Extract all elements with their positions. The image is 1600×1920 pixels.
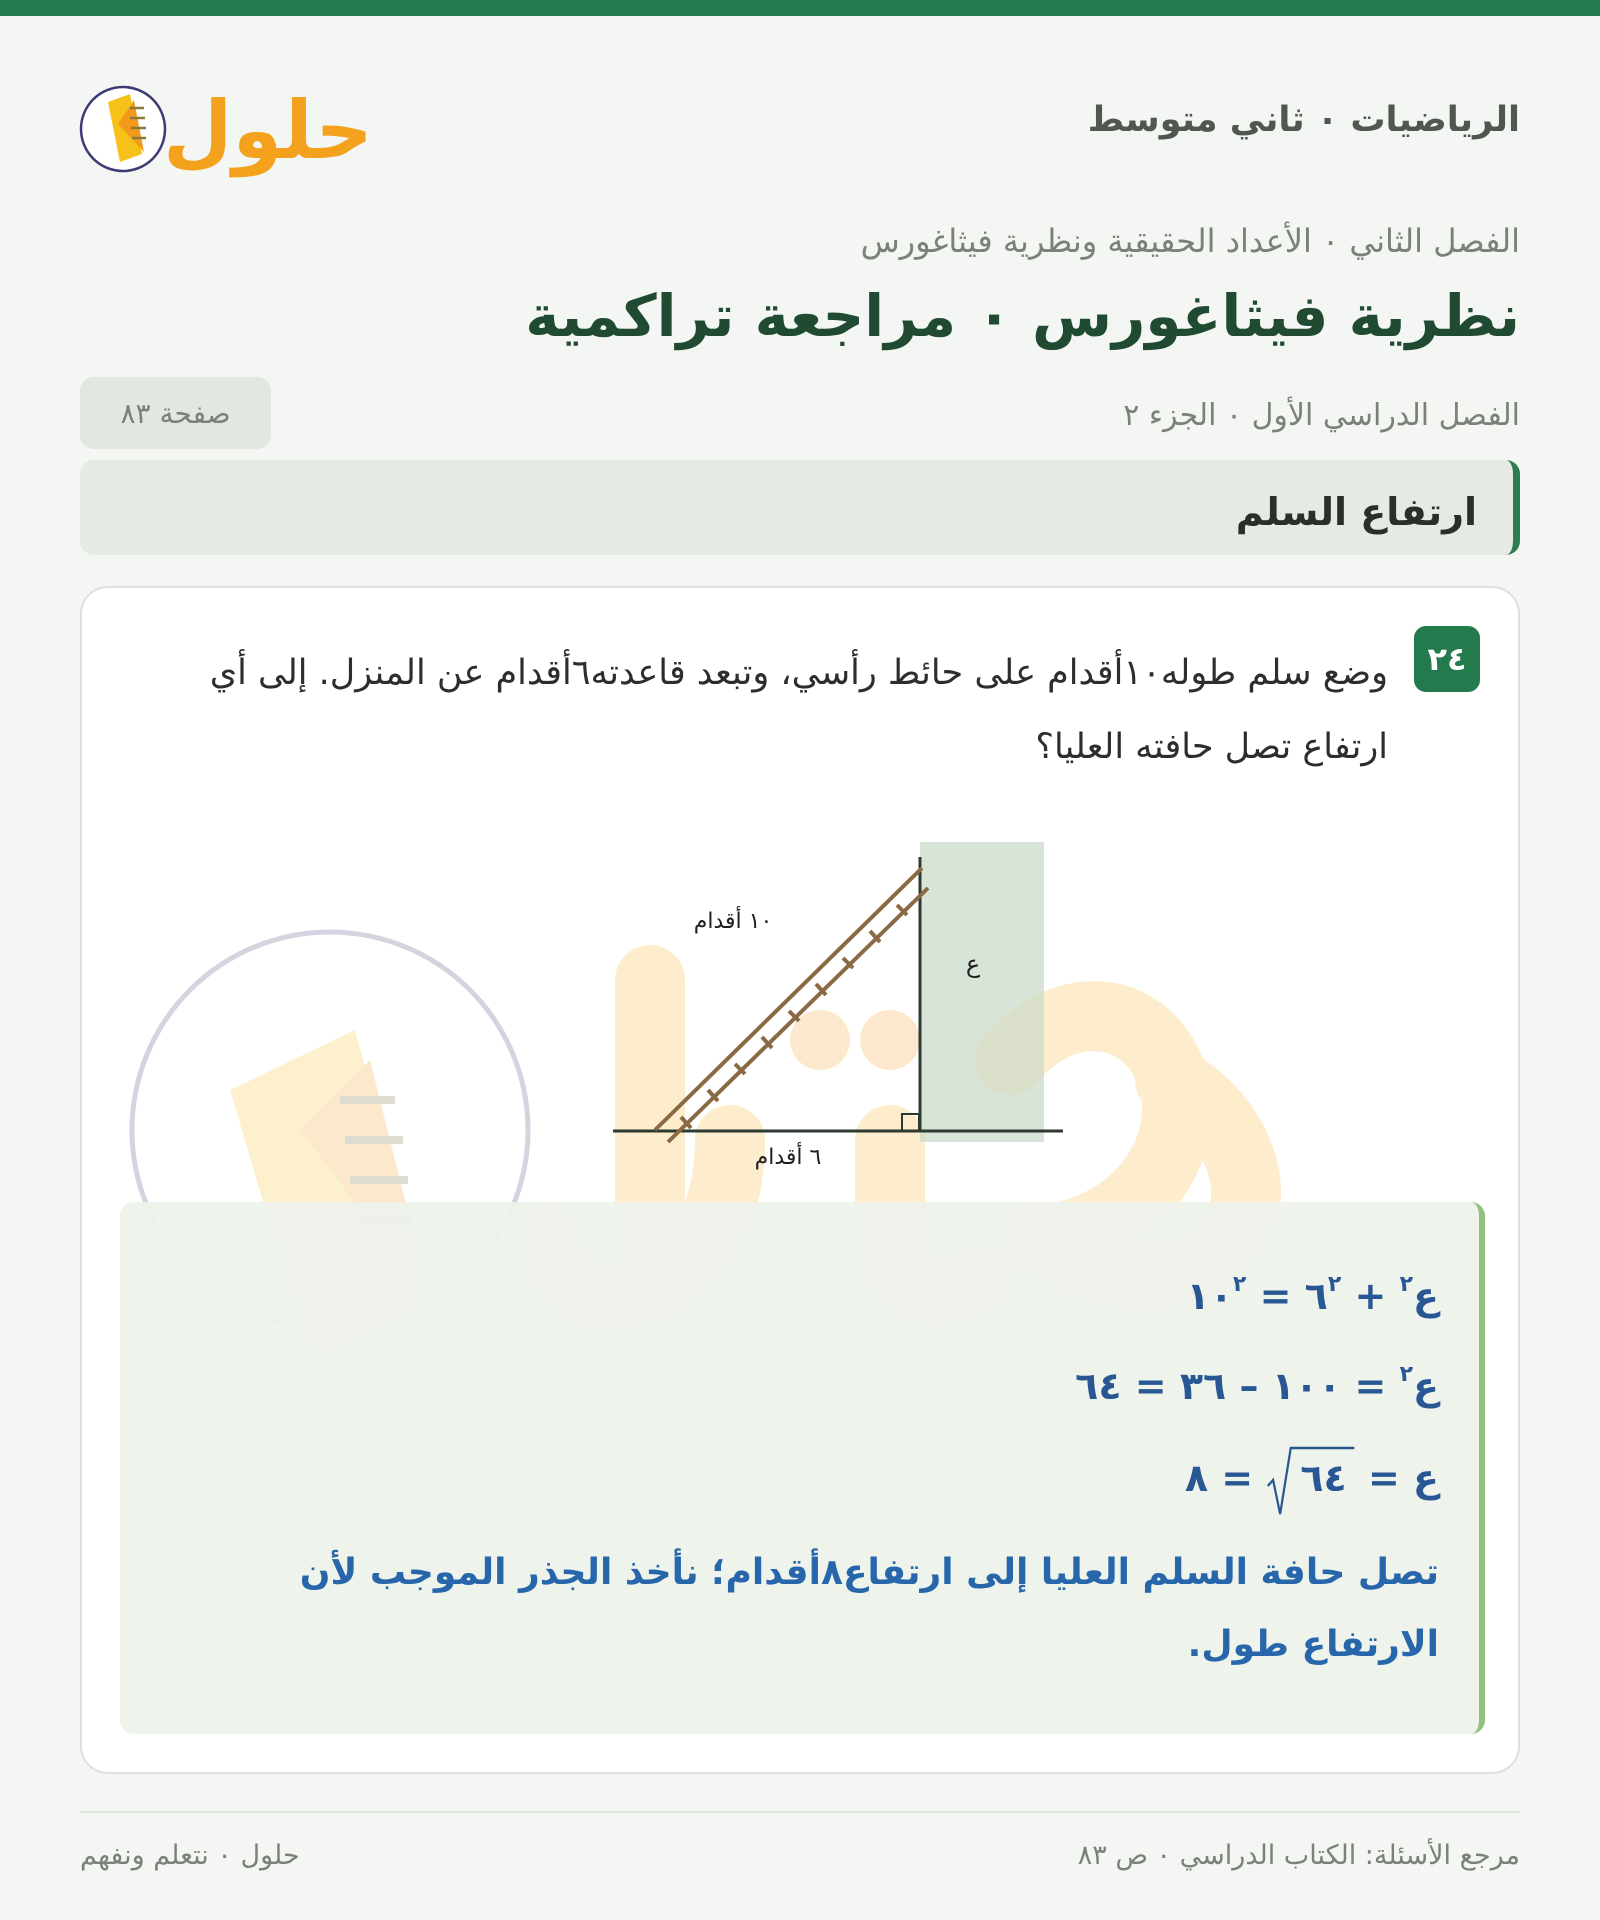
question-number-badge: ٢٤ bbox=[1414, 626, 1480, 692]
ladder-length-label: ١٠ أقدام bbox=[693, 909, 773, 934]
footer-reference: مرجع الأسئلة: الكتاب الدراسي ٠ ص ٨٣ bbox=[1077, 1840, 1520, 1871]
final-answer: تصل حافة السلم العليا إلى ارتفاع٨أقدام؛ نأخذ الجذر الموجب لأن الارتفاع طول. bbox=[299, 1552, 1439, 1665]
subject-title: الرياضيات ٠ ثاني متوسط bbox=[1087, 100, 1520, 140]
logo-text: حلول bbox=[163, 84, 373, 177]
height-label: ع bbox=[965, 950, 981, 978]
footer-brand[interactable]: حلول ٠ نتعلم ونفهم bbox=[80, 1840, 300, 1871]
square-root-icon: ٦٤ bbox=[1266, 1456, 1354, 1500]
base-length-label: ٦ أقدام bbox=[754, 1145, 822, 1170]
page-number-badge: صفحة ٨٣ bbox=[80, 377, 271, 449]
term-info: الفصل الدراسي الأول ٠ الجزء ٢ bbox=[1123, 398, 1520, 433]
question-card bbox=[80, 586, 1520, 1774]
solution-box bbox=[120, 1202, 1485, 1734]
chapter-breadcrumb: الفصل الثاني ٠ الأعداد الحقيقية ونظرية فيثاغورس bbox=[860, 222, 1520, 260]
page-title: نظرية فيثاغورس ٠ مراجعة تراكمية bbox=[525, 282, 1520, 350]
question-text: وضع سلم طوله١٠أقدام على حائط رأسي، وتبعد قاعدته٦أقدام عن المنزل. إلى أي ارتفاع تصل حافته العليا؟ bbox=[209, 653, 1388, 767]
house-wall bbox=[920, 842, 1044, 1142]
section-title: ارتفاع السلم bbox=[1235, 490, 1477, 534]
equation-pythagoras: ع$^٢$ + $٦^٢$ = $١٠^٢$ bbox=[1186, 1272, 1439, 1318]
right-angle-mark bbox=[902, 1114, 919, 1131]
top-accent-bar bbox=[0, 0, 1600, 16]
hulul-logo[interactable] bbox=[78, 62, 373, 180]
ladder-diagram bbox=[508, 812, 981, 1172]
equation-subtraction: ع$^٢$ = ١٠٠ – ٣٦ = ٦٤ bbox=[1075, 1362, 1439, 1408]
section-header bbox=[80, 460, 1520, 555]
equation-square-root: ع = ٦٤ = ٨ bbox=[1185, 1456, 1439, 1500]
footer-divider bbox=[80, 1811, 1520, 1813]
